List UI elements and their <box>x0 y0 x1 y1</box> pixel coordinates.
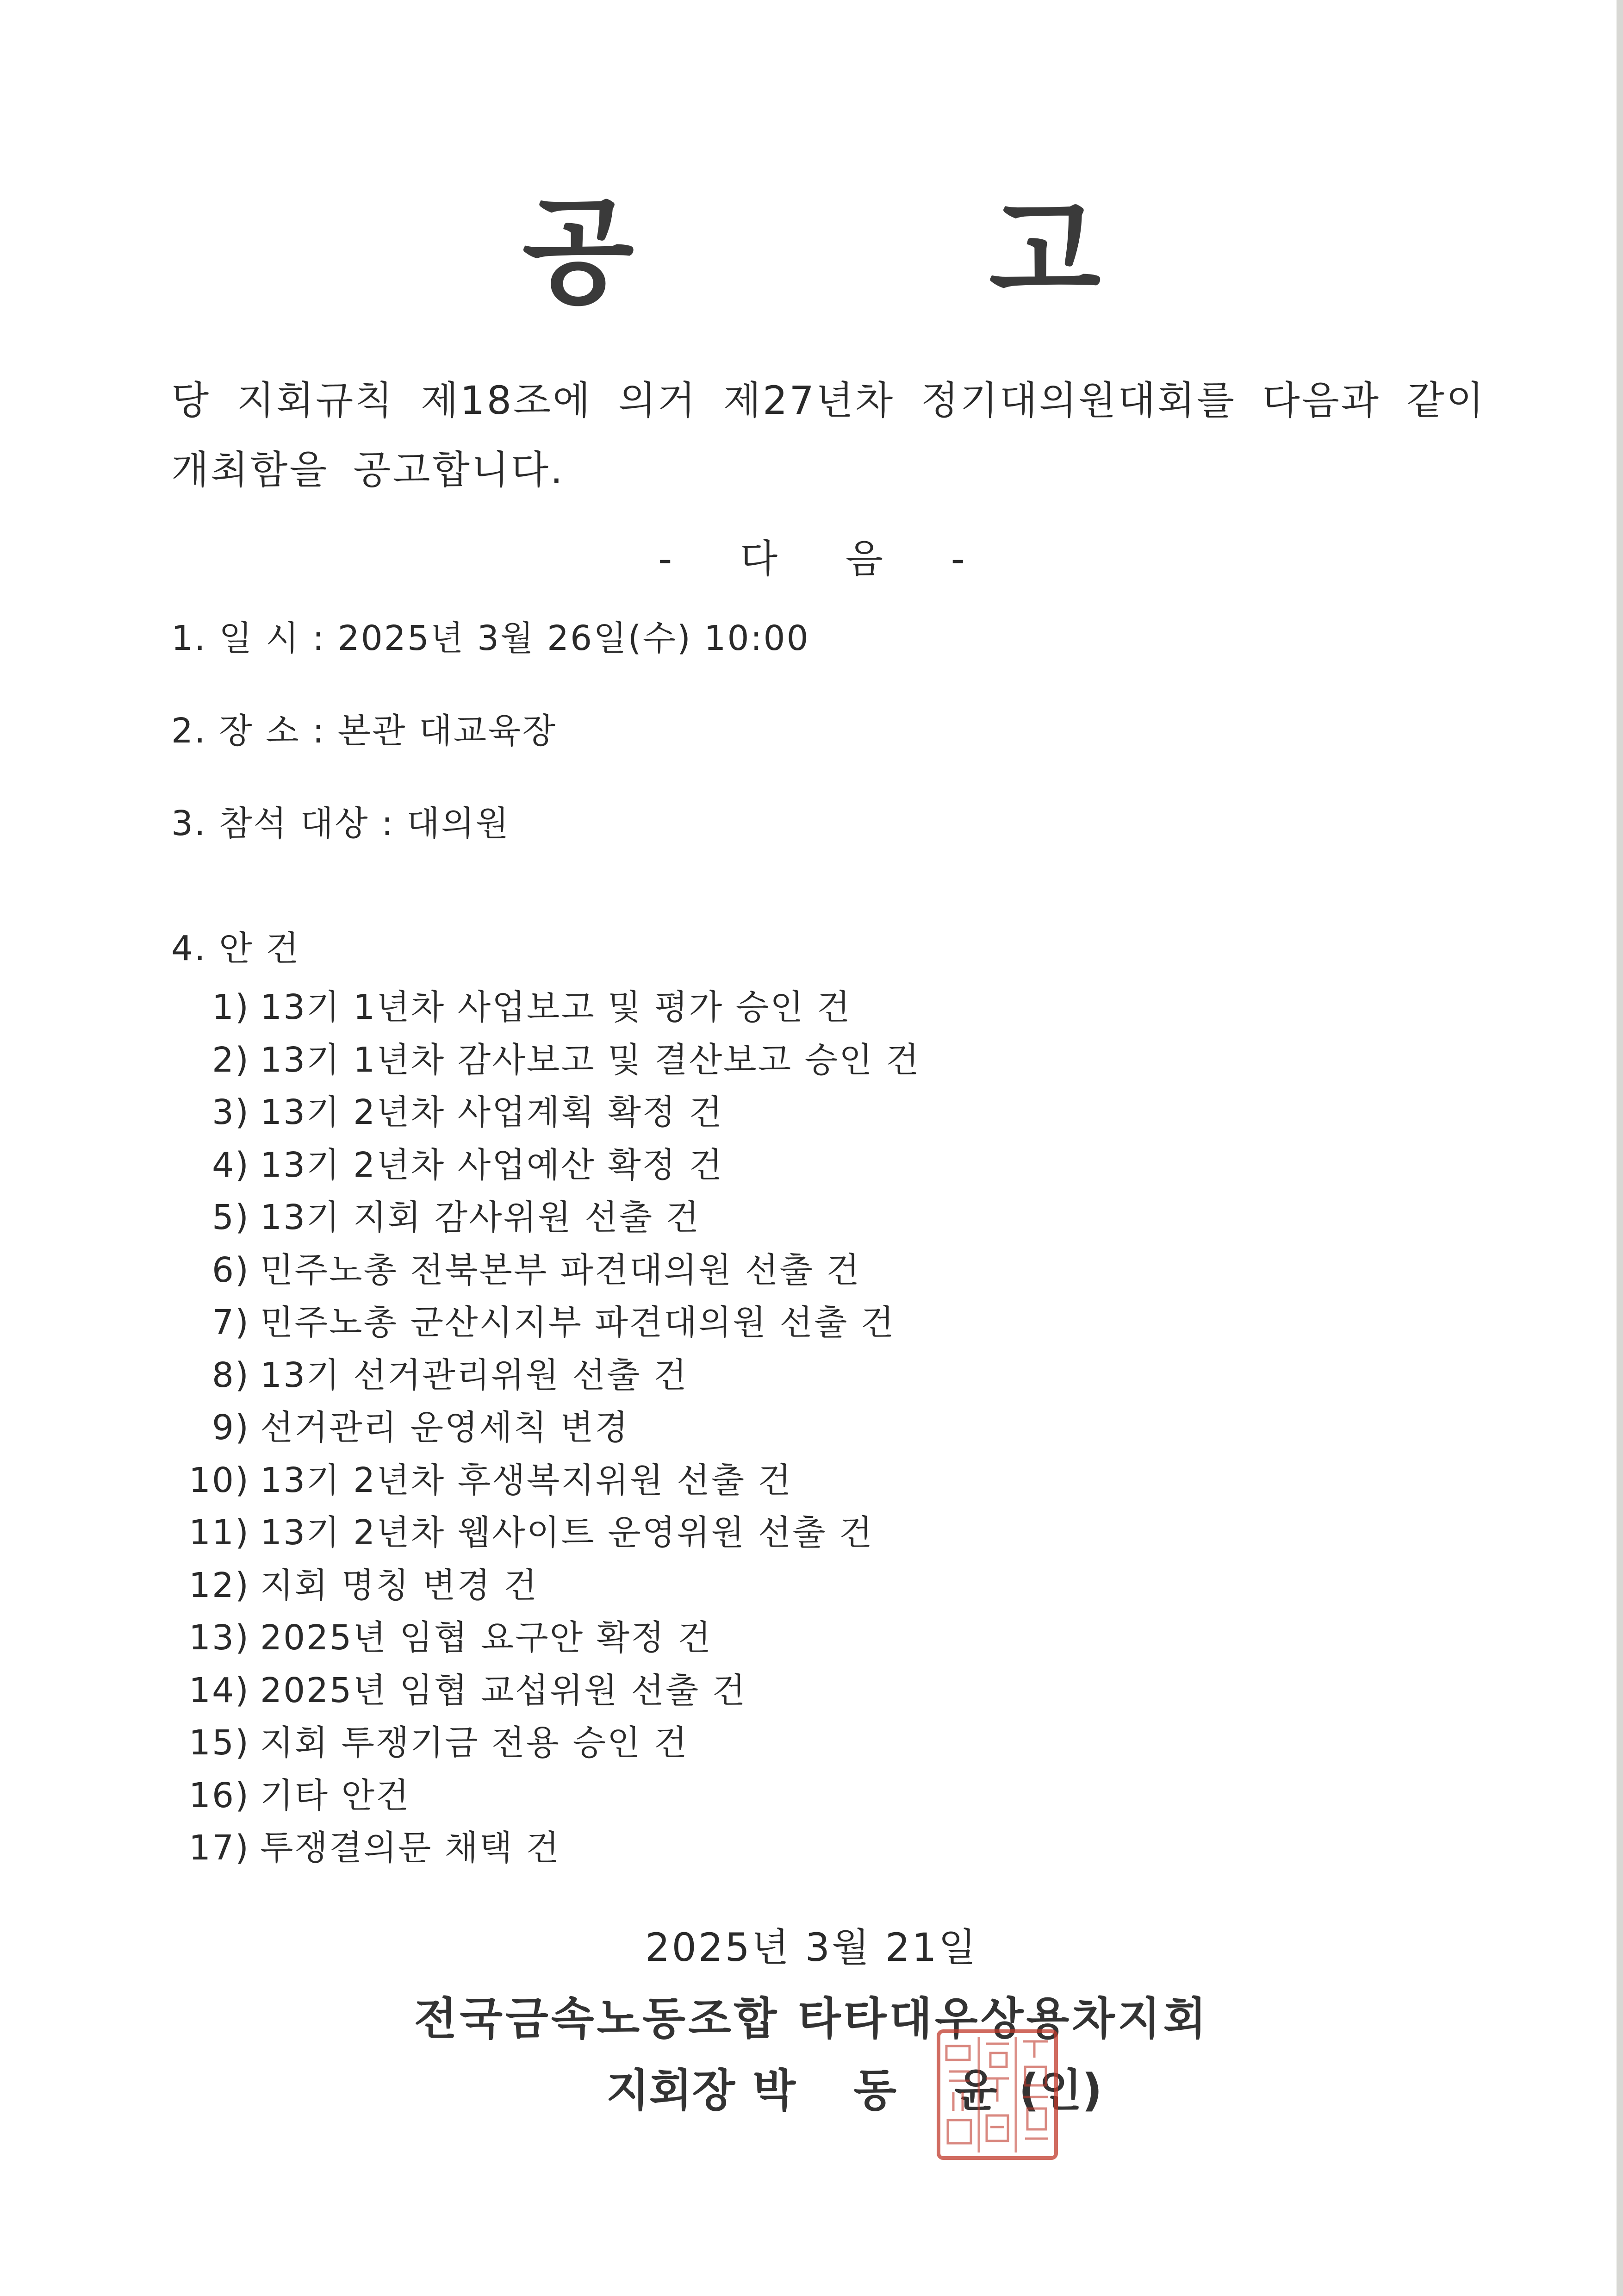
agenda-text: 13기 2년차 후생복지위원 선출 건 <box>260 1460 793 1500</box>
agenda-list <box>185 981 920 1875</box>
item-label: 1. 일 시 : <box>171 618 326 658</box>
agenda-number: 11) <box>188 1513 250 1553</box>
list-item <box>185 1297 920 1349</box>
item-value: 대의원 <box>406 804 510 843</box>
item-value: 2025년 3월 26일(수) 10:00 <box>337 618 810 658</box>
item-attendees <box>171 796 510 845</box>
agenda-text: 지회 투쟁기금 전용 승인 건 <box>260 1723 689 1763</box>
agenda-text: 13기 2년차 웹사이트 운영위원 선출 건 <box>260 1513 874 1553</box>
list-item <box>185 1192 920 1244</box>
agenda-text: 기타 안건 <box>260 1775 410 1816</box>
list-item <box>185 1717 920 1770</box>
agenda-text: 지회 명칭 변경 건 <box>260 1565 538 1605</box>
list-item <box>185 1770 920 1822</box>
agenda-number: 13) <box>188 1618 250 1658</box>
item-label: 3. 참석 대상 : <box>171 804 395 843</box>
agenda-number: 5) <box>212 1198 250 1237</box>
list-item <box>185 981 920 1034</box>
organization-name: 전국금속노동조합 타타대우상용차지회 <box>414 1993 1209 2045</box>
sub-heading: - 다 음 - <box>658 536 993 581</box>
agenda-number: 1) <box>212 987 250 1027</box>
agenda-text: 2025년 임협 요구안 확정 건 <box>260 1618 712 1658</box>
item-label: 2. 장 소 : <box>171 711 326 751</box>
agenda-number: 7) <box>212 1303 250 1342</box>
agenda-text: 2025년 임협 교섭위원 선출 건 <box>260 1670 747 1710</box>
agenda-number: 16) <box>188 1775 250 1816</box>
list-item <box>185 1454 920 1507</box>
agenda-text: 투쟁결의문 채택 건 <box>260 1828 560 1868</box>
intro-paragraph: 당 지회규칙 제18조에 의거 제27년차 정기대의원대회를 다음과 같이 개최함을 공고합니다. <box>171 378 1486 493</box>
item-place <box>171 704 557 753</box>
agenda-text: 선거관리 운영세칙 변경 <box>260 1408 629 1447</box>
item-agenda-heading <box>171 921 300 970</box>
item-value: 본관 대교육장 <box>337 711 557 751</box>
agenda-text: 민주노총 전북본부 파견대의원 선출 건 <box>260 1250 861 1290</box>
item-datetime <box>171 611 810 660</box>
agenda-number: 3) <box>212 1092 250 1132</box>
list-item <box>185 1665 920 1717</box>
agenda-number: 14) <box>188 1670 250 1710</box>
item-label: 4. 안 건 <box>171 929 300 968</box>
notice-date: 2025년 3월 21일 <box>645 1925 978 1970</box>
seal-mark: (인) <box>1019 2065 1102 2116</box>
list-item <box>185 1139 920 1192</box>
agenda-text: 13기 선거관리위원 선출 건 <box>260 1355 688 1395</box>
agenda-number: 15) <box>188 1723 250 1763</box>
notice-title: 공 고 <box>522 185 1258 319</box>
chief-title: 지회장 <box>606 2065 735 2116</box>
list-item <box>185 1402 920 1454</box>
list-item <box>185 1034 920 1087</box>
list-item <box>185 1349 920 1402</box>
agenda-number: 10) <box>188 1460 250 1500</box>
agenda-number: 12) <box>188 1565 250 1605</box>
list-item <box>185 1086 920 1139</box>
official-seal-icon <box>935 2028 1060 2162</box>
agenda-number: 2) <box>212 1040 250 1080</box>
agenda-number: 6) <box>212 1250 250 1290</box>
list-item <box>185 1244 920 1297</box>
agenda-text: 13기 2년차 사업계획 확정 건 <box>260 1092 724 1132</box>
list-item <box>185 1822 920 1875</box>
list-item <box>185 1507 920 1560</box>
agenda-text: 13기 2년차 사업예산 확정 건 <box>260 1145 724 1185</box>
agenda-text: 13기 1년차 사업보고 및 평가 승인 건 <box>260 987 852 1027</box>
chief-name: 박 동 윤 <box>752 2065 1019 2116</box>
list-item <box>185 1612 920 1665</box>
list-item <box>185 1560 920 1612</box>
agenda-number: 4) <box>212 1145 250 1185</box>
agenda-number: 8) <box>212 1355 250 1395</box>
agenda-text: 13기 지회 감사위원 선출 건 <box>260 1198 701 1237</box>
agenda-number: 9) <box>212 1408 250 1447</box>
agenda-text: 13기 1년차 감사보고 및 결산보고 승인 건 <box>260 1040 920 1080</box>
agenda-number: 17) <box>188 1828 250 1868</box>
agenda-text: 민주노총 군산시지부 파견대의원 선출 건 <box>260 1303 895 1342</box>
